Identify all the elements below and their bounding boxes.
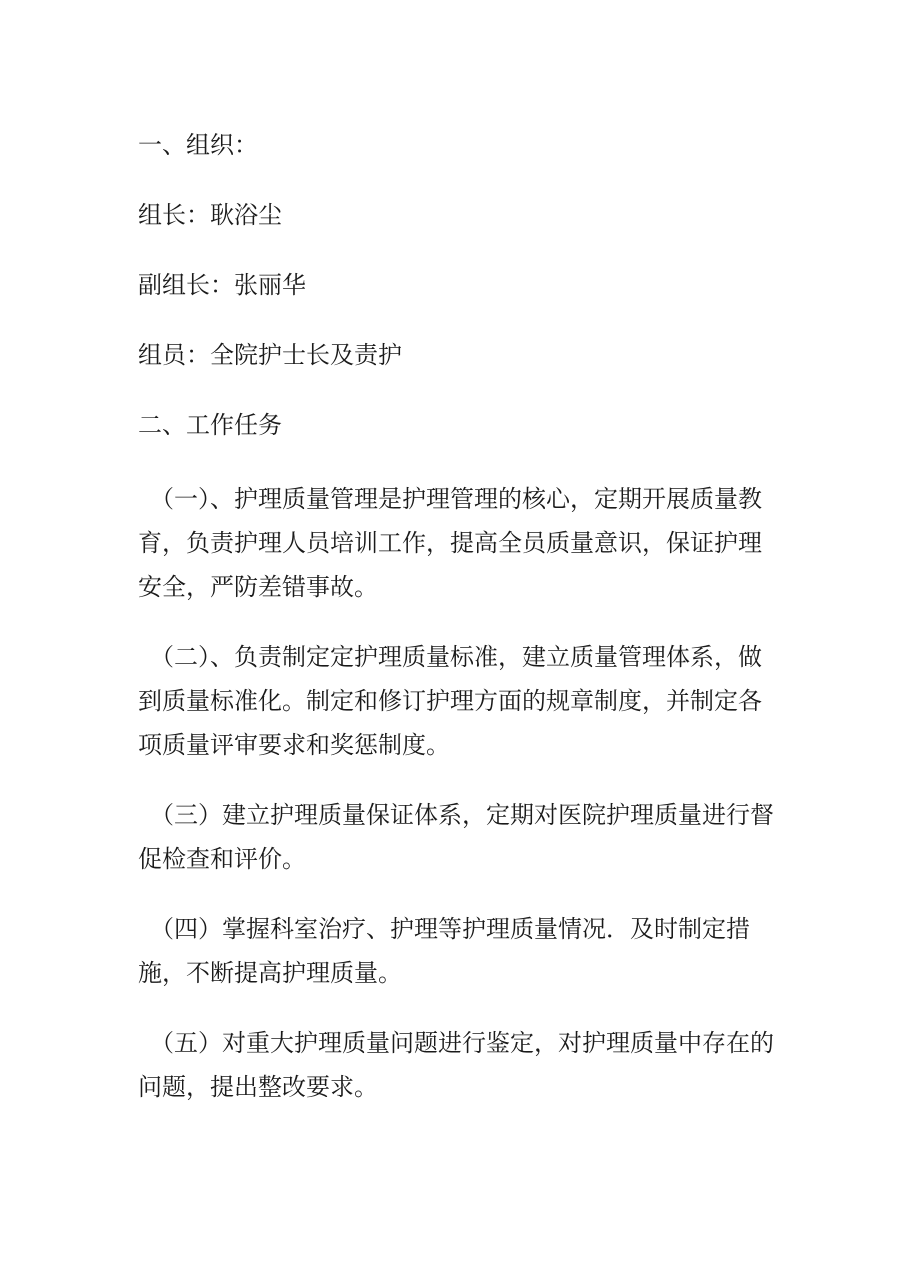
team-members-line: 组员：全院护士长及责护 bbox=[138, 341, 402, 369]
section-heading-tasks: 二、工作任务 bbox=[138, 411, 282, 439]
task-item-1: （一）、护理质量管理是护理管理的核心，定期开展质量教育，负责护理人员培训工作，提高全员质量意识，保证护理安全，严防差错事故。 bbox=[138, 485, 762, 601]
task-item-5: （五）对重大护理质量问题进行鉴定，对护理质量中存在的问题，提出整改要求。 bbox=[138, 1029, 774, 1101]
section-heading-organization: 一、组织： bbox=[138, 131, 258, 159]
task-item-4: （四）掌握科室治疗、护理等护理质量情况．及时制定措施，不断提高护理质量。 bbox=[138, 915, 750, 987]
task-item-3: （三）建立护理质量保证体系，定期对医院护理质量进行督促检查和评价。 bbox=[138, 801, 774, 873]
task-item-2: （二）、负责制定定护理质量标准，建立质量管理体系，做到质量标准化。制定和修订护理方面的规章制度，并制定各项质量评审要求和奖惩制度。 bbox=[138, 643, 762, 759]
document-body bbox=[138, 127, 778, 1135]
deputy-leader-line: 副组长：张丽华 bbox=[138, 271, 306, 299]
team-leader-line: 组长：耿浴尘 bbox=[138, 201, 282, 229]
